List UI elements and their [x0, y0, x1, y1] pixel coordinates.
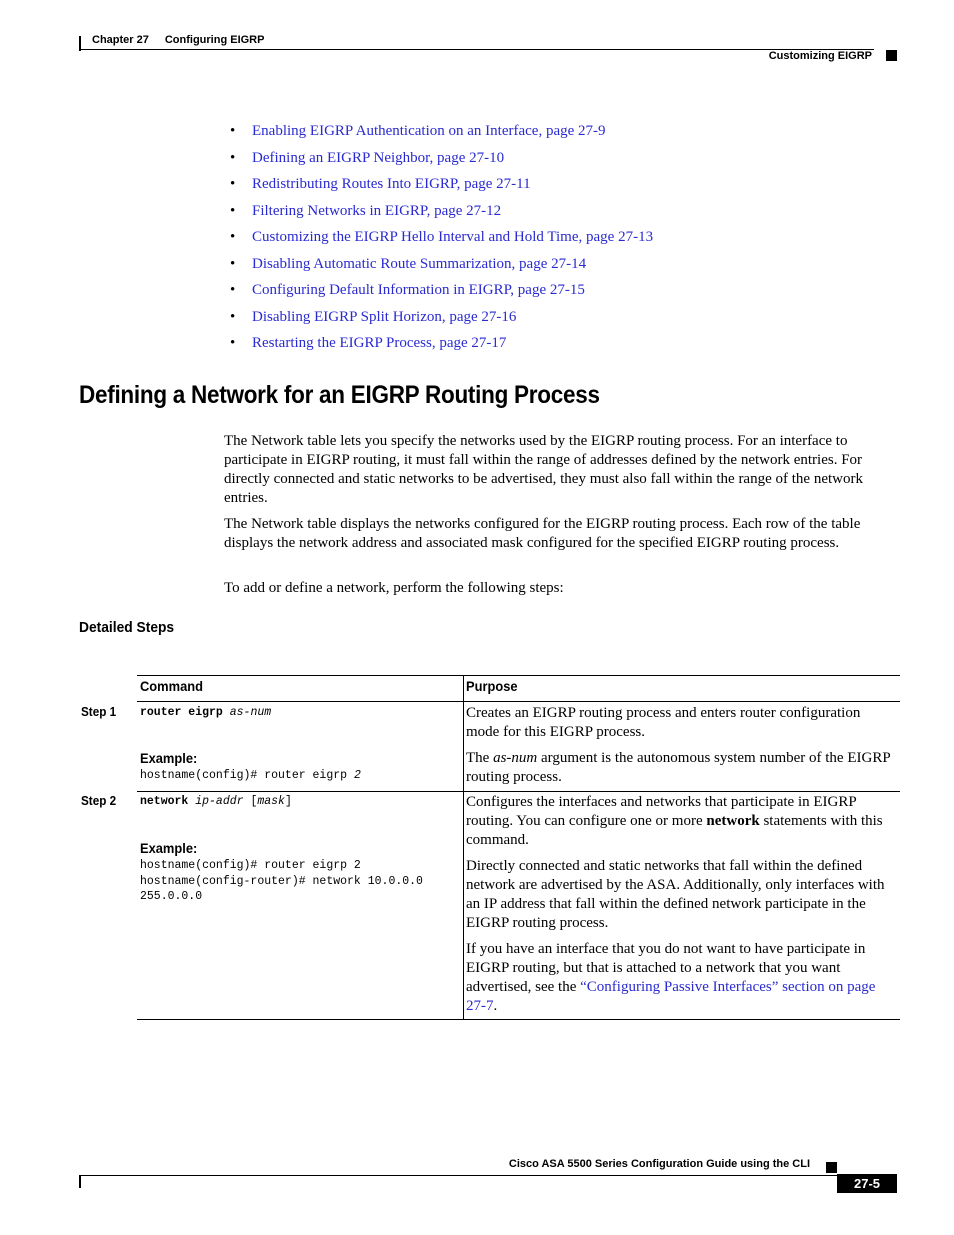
link-filtering-networks[interactable]: Filtering Networks in EIGRP, page 27-12 — [252, 202, 502, 219]
table-column-divider — [463, 675, 464, 1020]
link-eigrp-neighbor[interactable]: Defining an EIGRP Neighbor, page 27-10 — [252, 149, 505, 166]
table-top-rule — [137, 675, 900, 676]
step-2-example-line-2: hostname(config-router)# network 10.0.0.0 — [140, 874, 423, 888]
step-2-purpose-networks: Directly connected and static networks that fall within the defined network are advertised by the ASA. Additionally, only interfaces with an IP address that fall within the defined network participate in the EIGRP routing process. — [466, 858, 885, 931]
list-item — [230, 171, 653, 198]
step-1-label: Step 1 — [81, 704, 117, 719]
command-keyword: router eigrp — [140, 706, 223, 719]
step-2-example-label: Example: — [140, 840, 198, 856]
bullet-icon: • — [230, 149, 236, 166]
list-item — [230, 277, 653, 304]
link-route-summarization[interactable]: Disabling Automatic Route Summarization, page 27-14 — [252, 255, 587, 272]
chapter-title: Configuring EIGRP — [164, 34, 265, 46]
example-text: hostname(config)# router eigrp — [140, 769, 354, 782]
table-header-rule — [137, 701, 900, 702]
link-hello-interval[interactable]: Customizing the EIGRP Hello Interval and Hold Time, page 27-13 — [252, 229, 654, 245]
step-1-purpose-detail — [466, 749, 894, 787]
detailed-steps-heading: Detailed Steps — [79, 619, 175, 636]
purpose-text: Configures the interfaces and networks that participate in EIGRP routing. You can configure one or more — [466, 794, 857, 829]
command-argument: as-num — [229, 706, 272, 719]
bullet-icon: • — [230, 123, 236, 139]
step-2-example-line-1: hostname(config)# router eigrp 2 — [140, 859, 361, 872]
bracket-open: [ — [250, 795, 258, 808]
table-bottom-rule — [137, 1019, 900, 1020]
intro-paragraph: The Network table lets you specify the networks used by the EIGRP routing process. For an interface to participate in EIGRP routing, it must fall within the range of addresses defined by the network entries. For directly connected and static networks to be advertised, they must also fall within the range of the network entries. — [224, 433, 863, 506]
example-argument: 2 — [353, 769, 361, 782]
bullet-icon: • — [230, 335, 236, 351]
step-2-purpose — [466, 793, 894, 850]
step-1-example — [140, 768, 361, 784]
purpose-text: If you have an interface that you do not want to have participate in EIGRP routing, but that is attached to a network that you want advertised, see the — [466, 941, 866, 995]
network-table-paragraph: The Network table displays the networks configured for the EIGRP routing process. Each row of the table displays the network address and associated mask configured for the specified EIGRP routing process. — [224, 516, 861, 551]
header-marker — [886, 50, 897, 61]
list-item — [230, 330, 653, 357]
link-split-horizon[interactable]: Disabling EIGRP Split Horizon, page 27-16 — [252, 308, 517, 325]
step-2-label: Step 2 — [81, 793, 117, 808]
page-number: 27-5 — [837, 1174, 897, 1193]
table-row-divider — [137, 791, 900, 792]
purpose-text: statements with this command. — [466, 813, 883, 848]
link-passive-interfaces[interactable]: “Configuring Passive Interfaces” section on page 27-7 — [466, 979, 876, 1014]
list-item — [230, 145, 653, 172]
list-item — [230, 304, 653, 331]
column-header-command: Command — [140, 678, 203, 694]
purpose-term: as-num — [493, 750, 538, 766]
step-1-example-label: Example: — [140, 750, 198, 766]
purpose-keyword: network — [706, 813, 760, 829]
bracket-close: ] — [284, 795, 292, 808]
header-rule — [79, 49, 874, 50]
bullet-icon: • — [230, 282, 236, 298]
purpose-text: . — [493, 998, 498, 1014]
bullet-icon: • — [230, 176, 236, 192]
command-optional-argument: mask — [257, 795, 285, 808]
list-item — [230, 251, 653, 278]
list-item — [230, 224, 653, 251]
link-eigrp-authentication[interactable]: Enabling EIGRP Authentication on an Interface, page 27-9 — [252, 123, 606, 139]
footer-rule-vertical — [79, 1175, 81, 1188]
command-keyword: network — [140, 795, 189, 808]
command-argument: ip-addr — [195, 795, 244, 808]
step-2-purpose-passive — [466, 940, 894, 1016]
step-1-purpose: Creates an EIGRP routing process and enters router configuration mode for this EIGRP process. — [466, 705, 861, 740]
step-2-command — [140, 794, 292, 810]
running-header-left — [92, 34, 264, 46]
steps-lead-in: To add or define a network, perform the following steps: — [224, 580, 564, 596]
chapter-number: Chapter 27 — [92, 34, 149, 46]
related-topics-list — [230, 118, 653, 357]
running-header-section: Customizing EIGRP — [768, 50, 872, 62]
footer-marker — [826, 1162, 837, 1173]
step-1-command — [140, 705, 271, 721]
bullet-icon: • — [230, 202, 236, 219]
footer-book-title: Cisco ASA 5500 Series Configuration Guide using the CLI — [508, 1158, 810, 1170]
purpose-text: The — [466, 750, 494, 766]
step-2-example-line-3: 255.0.0.0 — [140, 890, 203, 903]
purpose-text: argument is the autonomous system number of the EIGRP routing process. — [466, 750, 891, 785]
footer-rule — [79, 1175, 874, 1176]
column-header-purpose: Purpose — [466, 678, 518, 694]
bullet-icon: • — [230, 255, 236, 272]
section-title: Defining a Network for an EIGRP Routing Process — [79, 381, 600, 409]
list-item — [230, 198, 653, 225]
bullet-icon: • — [230, 229, 236, 245]
link-redistributing-routes[interactable]: Redistributing Routes Into EIGRP, page 27-11 — [252, 176, 531, 192]
link-default-information[interactable]: Configuring Default Information in EIGRP, page 27-15 — [252, 282, 585, 298]
bullet-icon: • — [230, 308, 236, 325]
link-restarting-process[interactable]: Restarting the EIGRP Process, page 27-17 — [252, 335, 507, 351]
list-item — [230, 118, 653, 145]
